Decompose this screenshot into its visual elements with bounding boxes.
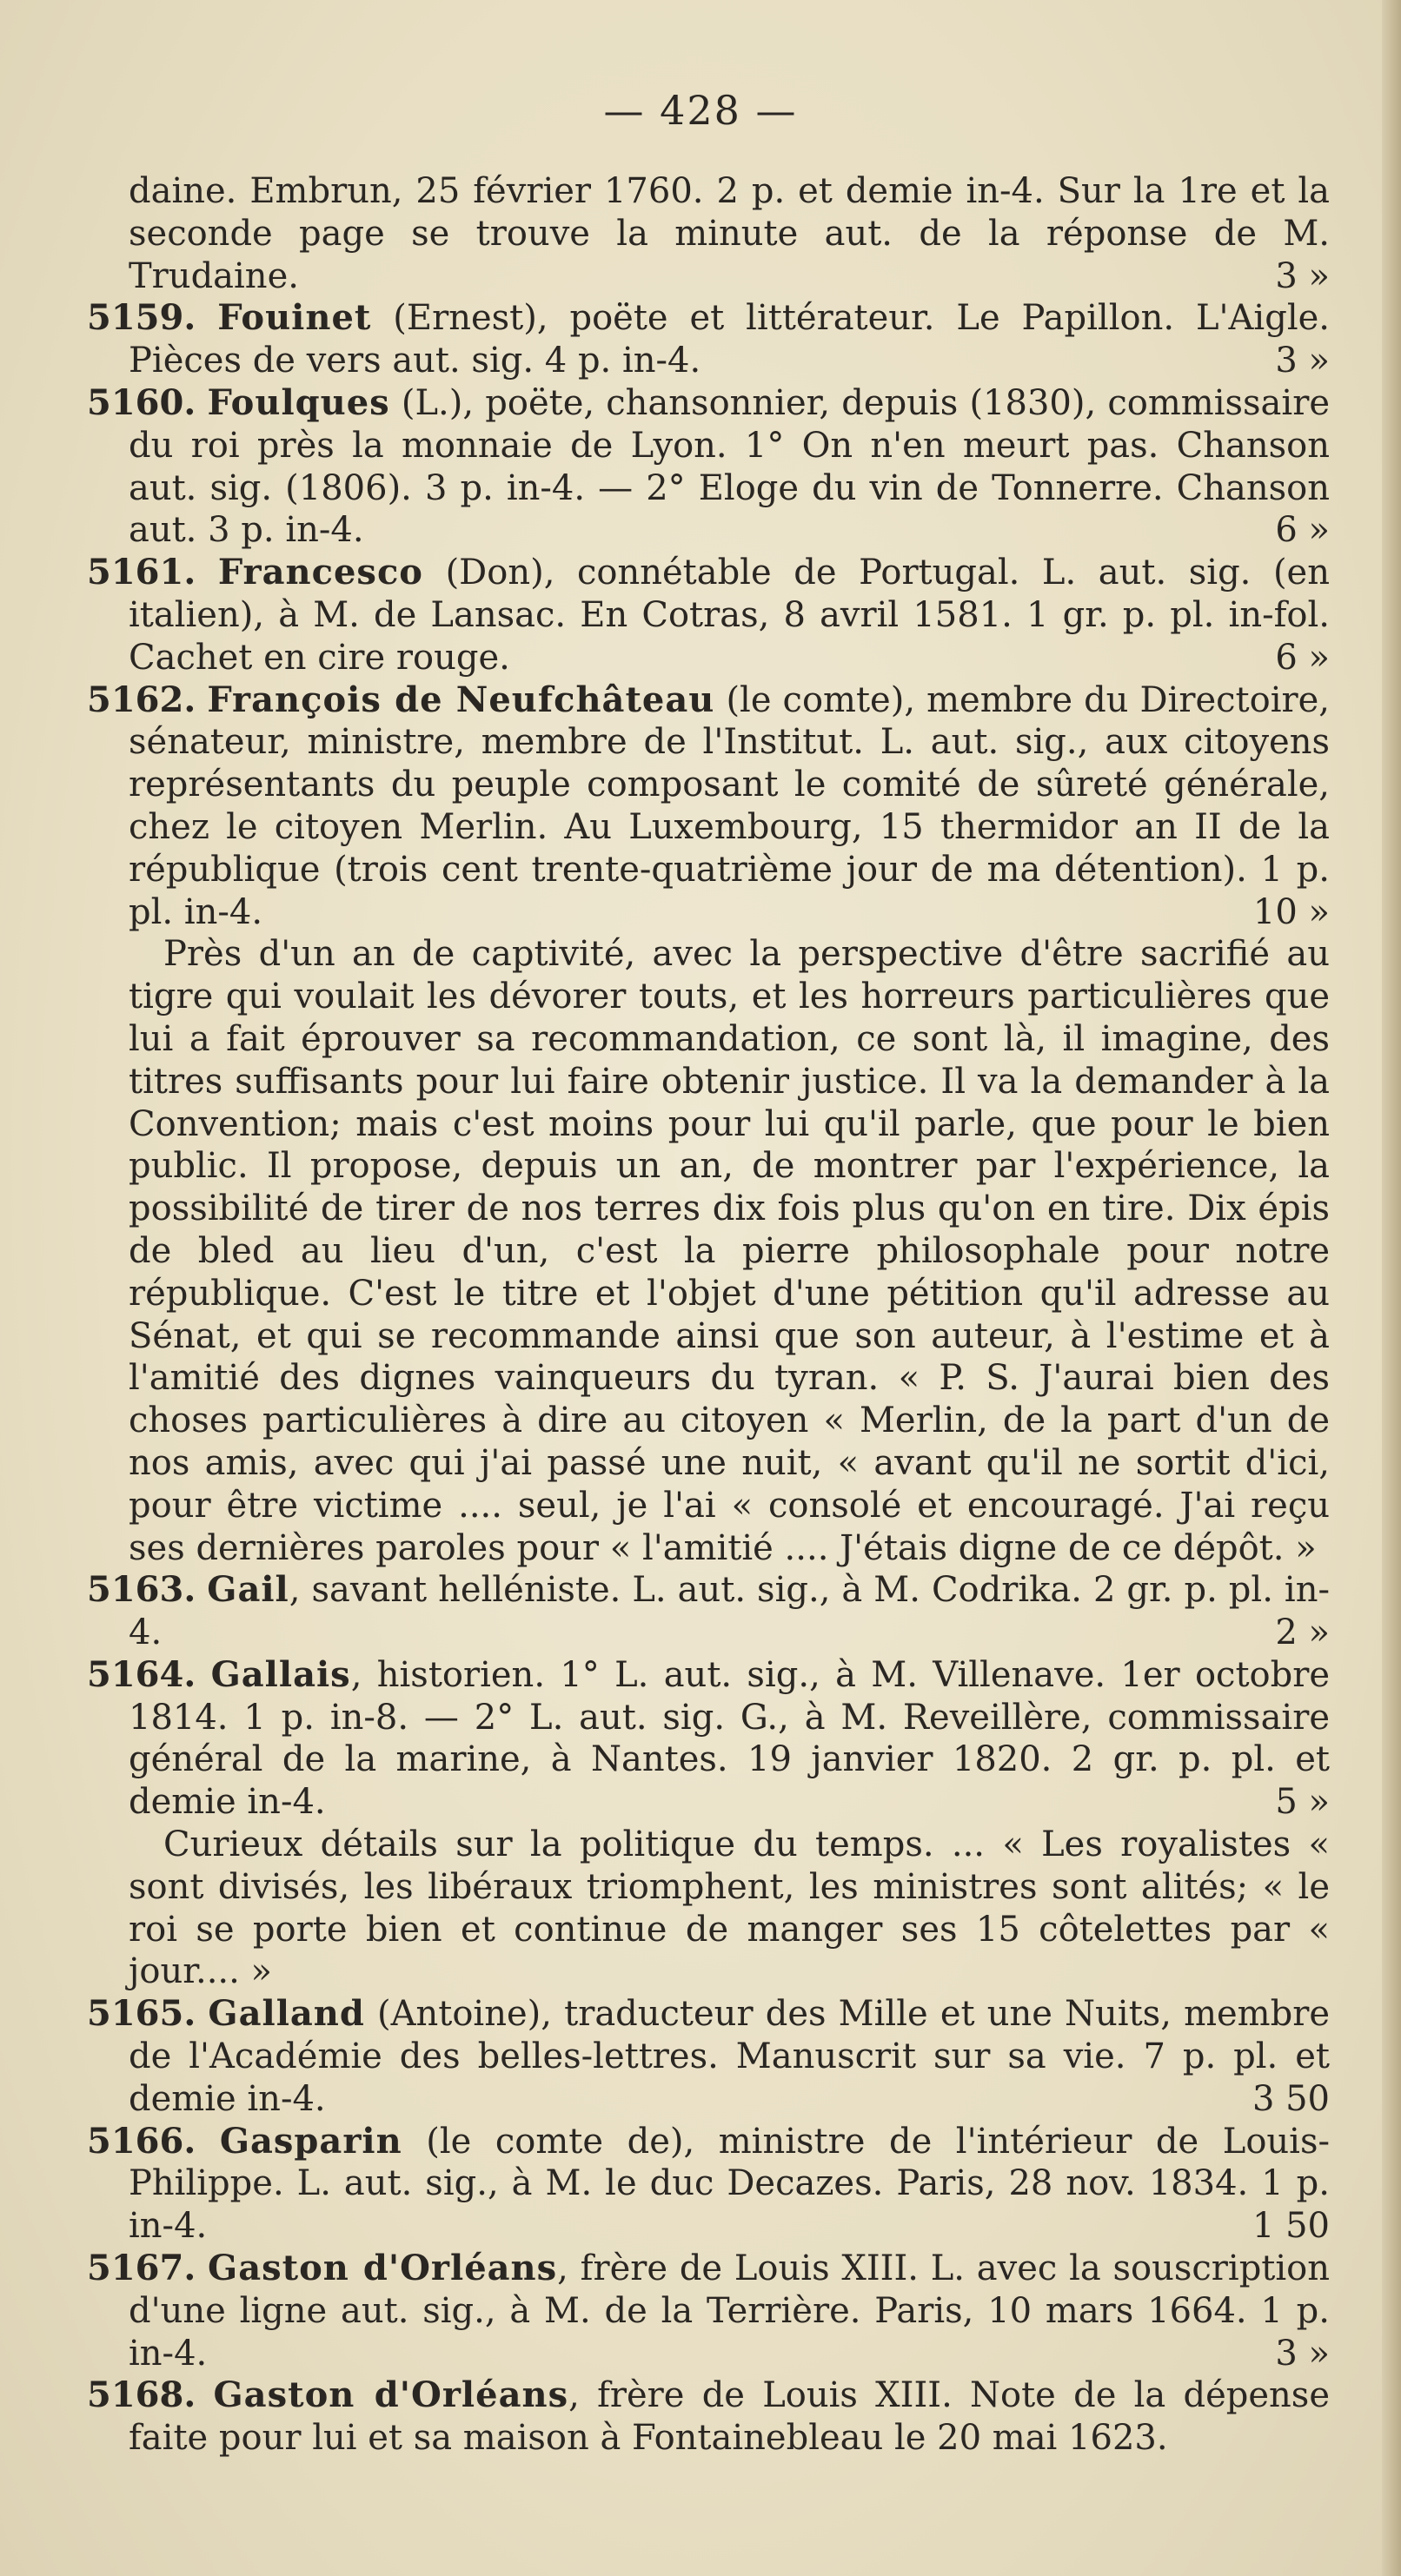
entry-name: Francesco bbox=[217, 552, 423, 593]
entry-text: (Don), connétable de Portugal. L. aut. sig. (en italien), à M. de Lansac. En Cotras, 8 avril 1581. 1 gr. p. pl. in-fol. Cachet en cire rouge. bbox=[129, 553, 1330, 678]
entry-number: 5165. bbox=[87, 1993, 196, 2035]
entry-name: François de Neufchâteau bbox=[207, 679, 715, 720]
entry-5159 bbox=[87, 297, 1330, 382]
entry-name: Gaston d'Orléans bbox=[213, 2374, 569, 2416]
entry-price: 10 » bbox=[1252, 891, 1330, 932]
entry-name: Gasparin bbox=[219, 2120, 402, 2162]
entry-5165 bbox=[87, 1993, 1330, 2120]
entry-number: 5164. bbox=[87, 1653, 196, 1695]
entry-text: daine. Embrun, 25 février 1760. 2 p. et demie in-4. Sur la 1re et la seconde page se trouve la minute aut. de la réponse de M. Trudaine. bbox=[129, 171, 1330, 296]
entry-price: 3 » bbox=[1275, 341, 1330, 381]
entry-price: 5 » bbox=[1275, 1782, 1330, 1823]
entry-price: 3 » bbox=[1275, 255, 1330, 296]
entry-5162-note: Près d'un an de captivité, avec la perspective d'être sacrifié au tigre qui voulait les dévorer touts, et les horreurs particulières que lui a fait éprouver sa recommandation, ce sont là, il imagine, des titres suffisants pour lui faire obtenir justice. Il va la demander à la Convention; mais c'est moins pour lui qu'il parle, que pour le bien public. Il propose, depuis un an, de montrer par l'expérience, la possibilité de tirer de nos terres dix fois plus qu'on en tire. Dix épis de bled au lieu d'un, c'est la pierre philosophale pour notre république. C'est le titre et l'objet d'une pétition qu'il adresse au Sénat, et qui se recommande ainsi que son auteur, à l'estime et à l'amitié des dignes vainqueurs du tyran. « P. S. J'aurai bien des choses particulières à dire au citoyen « Merlin, de la part d'un de nos amis, avec qui j'ai passé une nuit, « avant qu'il ne sortit d'ici, pour être victime .... seul, je l'ai « consolé et encouragé. J'ai reçu ses dernières paroles pour « l'amitié .... J'étais digne de ce dépôt. » bbox=[129, 934, 1330, 1568]
entry-name: Galland bbox=[208, 1993, 365, 2035]
entry-price: 3 » bbox=[1275, 2333, 1330, 2374]
entry-text: , frère de Louis XIII. L. avec la souscription d'une ligne aut. sig., à M. de la Terrière. Paris, 10 mars 1664. 1 p. in-4. bbox=[129, 2248, 1331, 2374]
entry-text: (le comte de), ministre de l'intérieur de Louis-Philippe. L. aut. sig., à M. le duc Decazes. Paris, 28 nov. 1834. 1 p. in-4. bbox=[129, 2121, 1330, 2247]
entry-number: 5163. bbox=[87, 1569, 196, 1611]
entry-5164 bbox=[87, 1654, 1330, 1824]
entry-number: 5161. bbox=[87, 552, 196, 593]
entry-5168 bbox=[87, 2374, 1330, 2460]
entry-price: 6 » bbox=[1275, 637, 1330, 678]
entry-text: , frère de Louis XIII. Note de la dépense faite pour lui et sa maison à Fontainebleau le 20 mai 1623. bbox=[129, 2375, 1331, 2459]
entry-5164-note: Curieux détails sur la politique du temps. ... « Les royalistes « sont divisés, les libéraux triomphent, les ministres sont alités; « le roi se porte bien et continue de manger ses 15 côtelettes par « jour.... » bbox=[129, 1824, 1330, 1992]
entry-name: Gaston d'Orléans bbox=[208, 2248, 558, 2289]
entry-price: 2 » bbox=[1275, 1612, 1330, 1653]
entry-number: 5160. bbox=[87, 381, 196, 423]
entry-5160 bbox=[87, 382, 1330, 552]
entry-5163 bbox=[87, 1569, 1330, 1654]
continued-entry bbox=[87, 170, 1330, 297]
entry-text: , savant helléniste. L. aut. sig., à M. Codrika. 2 gr. p. pl. in-4. bbox=[129, 1570, 1330, 1653]
entry-name: Foulques bbox=[207, 381, 390, 423]
entry-number: 5168. bbox=[87, 2374, 196, 2416]
entry-5161 bbox=[87, 552, 1330, 679]
entry-5166 bbox=[87, 2121, 1330, 2248]
entry-number: 5159. bbox=[87, 297, 196, 339]
entry-text: (L.), poëte, chansonnier, depuis (1830), commissaire du roi près la monnaie de Lyon. 1° On n'en meurt pas. Chanson aut. sig. (1806). 3 p. in-4. — 2° Eloge du vin de Tonnerre. Chanson aut. 3 p. in-4. bbox=[129, 382, 1330, 551]
entry-5162 bbox=[87, 679, 1330, 934]
entry-5167 bbox=[87, 2248, 1330, 2374]
entry-number: 5166. bbox=[87, 2120, 196, 2162]
page-number: — 428 — bbox=[603, 87, 798, 134]
entry-number: 5167. bbox=[87, 2248, 196, 2289]
entry-price: 6 » bbox=[1275, 510, 1330, 551]
entry-text: (Ernest), poëte et littérateur. Le Papillon. L'Aigle. Pièces de vers aut. sig. 4 p. in-4. bbox=[129, 298, 1331, 381]
page-edge bbox=[1382, 0, 1401, 2576]
entry-text: (le comte), membre du Directoire, sénateur, ministre, membre de l'Institut. L. aut. sig., aux citoyens représentants du peuple composant le comité de sûreté générale, chez le citoyen Merlin. Au Luxembourg, 15 thermidor an II de la république (trois cent trente-quatrième jour de ma détention). 1 p. pl. in-4. bbox=[129, 679, 1331, 932]
entry-name: Gail bbox=[207, 1569, 289, 1611]
entry-text: , historien. 1° L. aut. sig., à M. Villenave. 1er octobre 1814. 1 p. in-8. — 2° L. aut. sig. G., à M. Reveillère, commissaire général de la marine, à Nantes. 19 janvier 1820. 2 gr. p. pl. et demie in-4. bbox=[129, 1654, 1330, 1823]
entry-text: (Antoine), traducteur des Mille et une Nuits, membre de l'Académie des belles-lettres. Manuscrit sur sa vie. 7 p. pl. et demie in-4. bbox=[129, 1994, 1330, 2119]
entry-price: 3 50 bbox=[1252, 2078, 1330, 2119]
entry-name: Fouinet bbox=[217, 297, 372, 339]
entry-price: 1 50 bbox=[1252, 2206, 1330, 2247]
entry-name: Gallais bbox=[210, 1653, 351, 1695]
entry-number: 5162. bbox=[87, 679, 196, 720]
catalogue-text bbox=[87, 170, 1330, 2460]
